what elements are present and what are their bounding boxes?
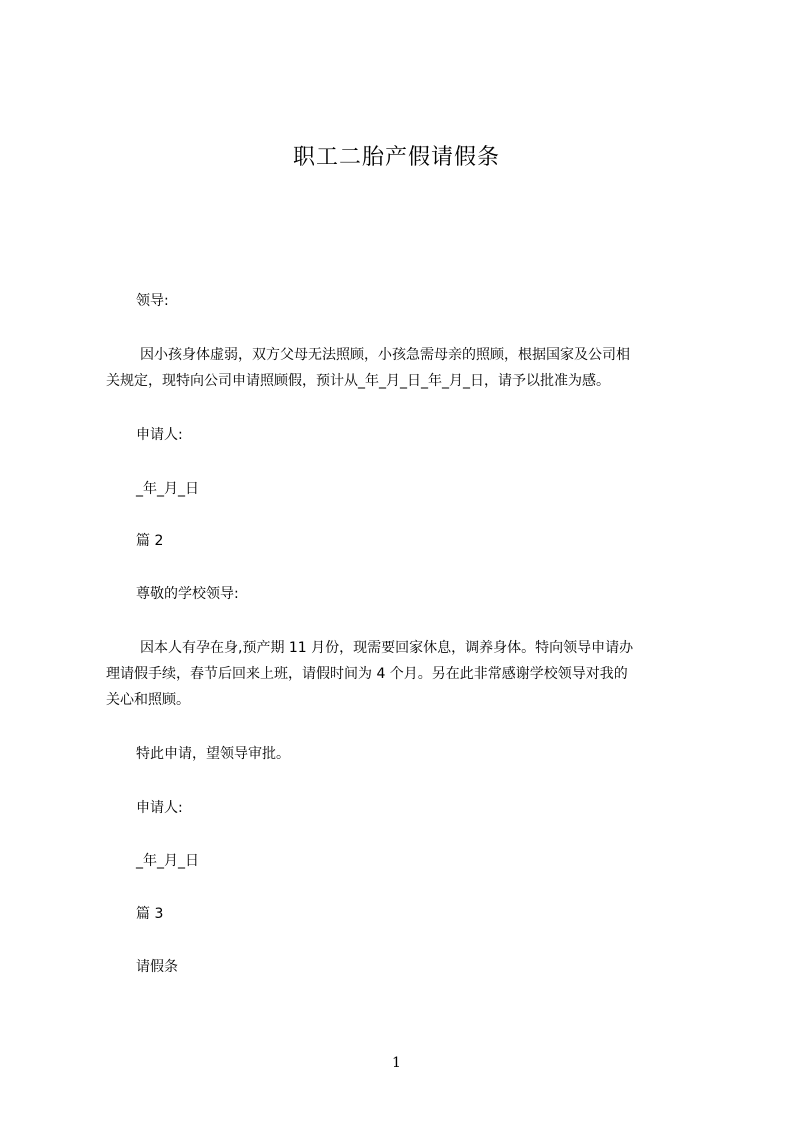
section-heading-2: 篇 2 (136, 533, 164, 549)
paragraph-2-line-2: 理请假手续，春节后回来上班，请假时间为 4 个月。另在此非常感谢学校领导对我的 (106, 666, 628, 682)
page-number: 1 (392, 1055, 401, 1071)
document-title: 职工二胎产假请假条 (292, 145, 500, 170)
salutation-school-leader: 尊敬的学校领导: (136, 586, 239, 602)
date-line: _年_月_日 (136, 481, 199, 497)
paragraph-1-line-1: 因小孩身体虚弱，双方父母无法照顾，小孩急需母亲的照顾，根据国家及公司相 (140, 347, 630, 363)
applicant-label: 申请人: (136, 427, 183, 443)
leave-note-heading: 请假条 (136, 959, 178, 975)
paragraph-1-line-2: 关规定，现特向公司申请照顾假，预计从_年_月_日_年_月_日，请予以批准为感。 (106, 373, 610, 389)
date-line-2: _年_月_日 (136, 853, 199, 869)
salutation-leader: 领导: (136, 293, 169, 309)
request-closing: 特此申请，望领导审批。 (136, 746, 290, 762)
paragraph-2-line-3: 关心和照顾。 (106, 692, 190, 708)
paragraph-2-line-1: 因本人有孕在身,预产期 11 月份，现需要回家休息，调养身体。特向领导申请办 (140, 640, 634, 656)
section-heading-3: 篇 3 (136, 906, 164, 922)
applicant-label-2: 申请人: (136, 800, 183, 816)
